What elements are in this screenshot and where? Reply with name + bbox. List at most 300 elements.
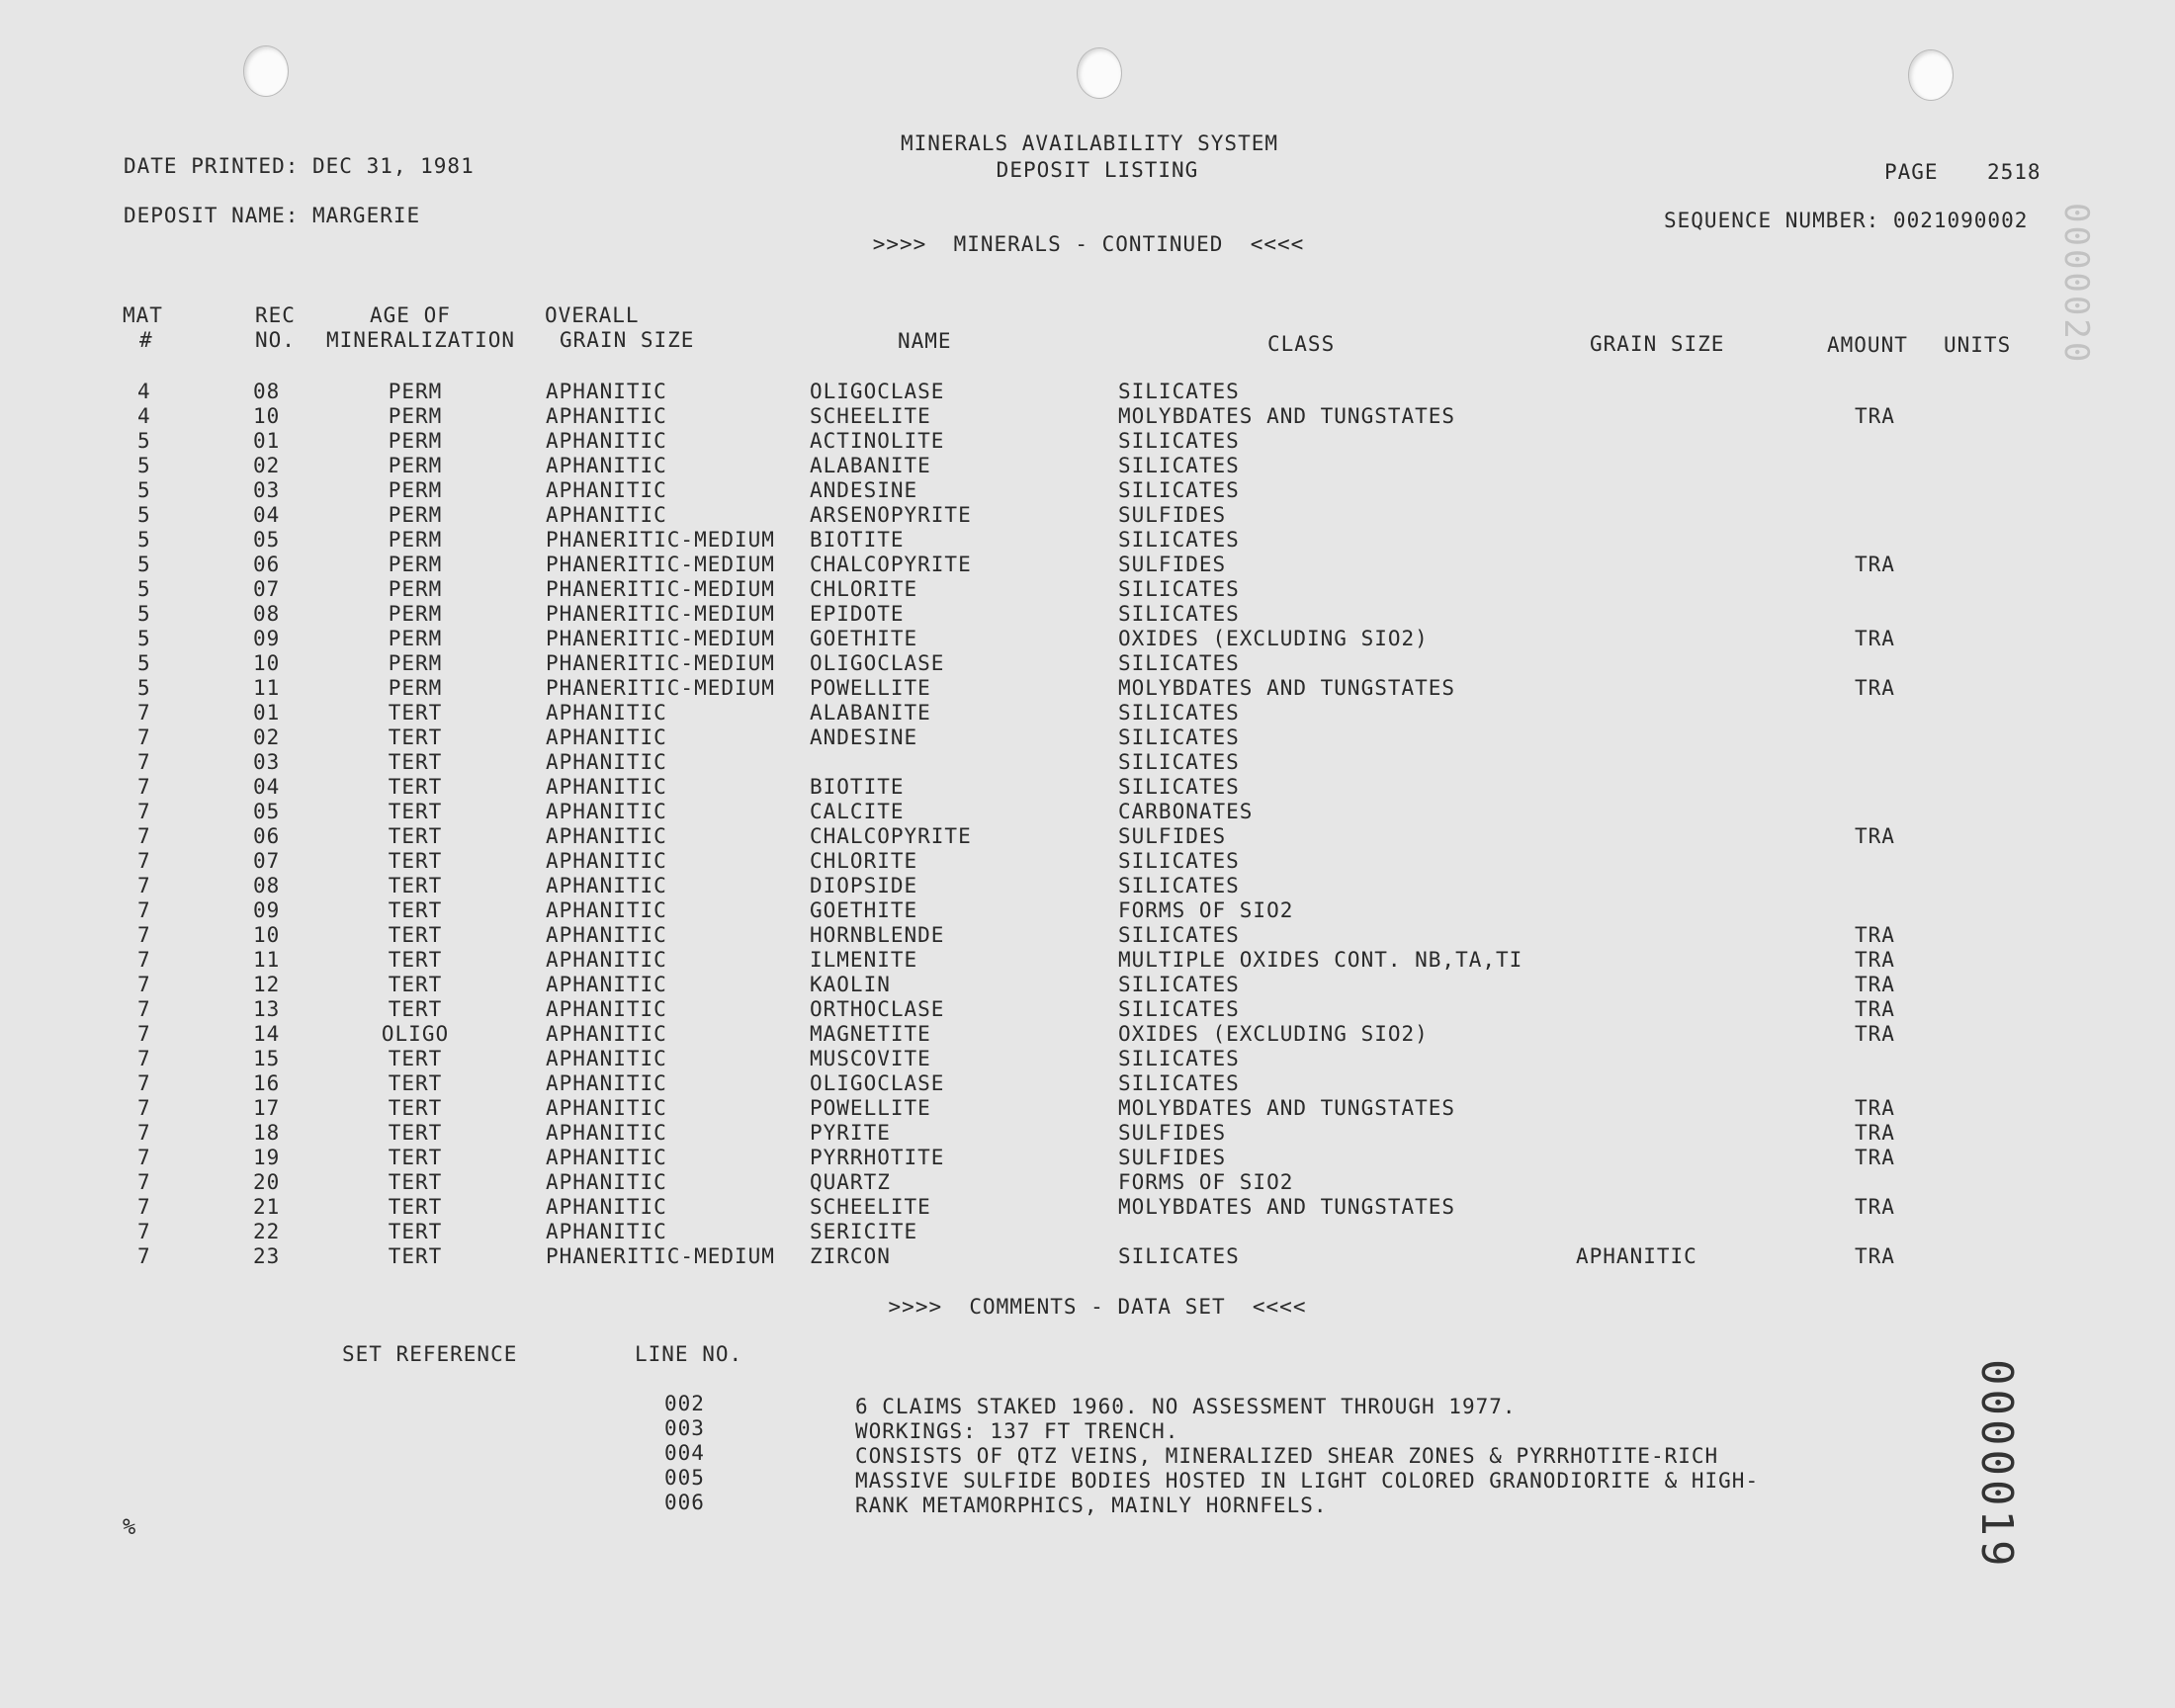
- col-age-line1: AGE OF: [370, 303, 451, 327]
- overall-grain-cell: PHANERITIC-MEDIUM: [546, 528, 775, 552]
- age-cell: TERT: [388, 948, 443, 972]
- overall-grain-cell: APHANITIC: [546, 849, 667, 873]
- rec-no-cell: 06: [253, 824, 281, 848]
- overall-grain-cell: APHANITIC: [546, 1071, 667, 1095]
- mat-cell: 4: [137, 404, 151, 428]
- punch-hole-left: [243, 45, 289, 97]
- class-cell: SILICATES: [1118, 602, 1240, 626]
- amount-cell: TRA: [1855, 824, 1895, 848]
- deposit-name: DEPOSIT NAME: MARGERIE: [124, 204, 421, 227]
- table-row: [0, 404, 2175, 429]
- overall-grain-cell: APHANITIC: [546, 1195, 667, 1219]
- class-cell: SILICATES: [1118, 997, 1240, 1021]
- mineral-name-cell: MUSCOVITE: [810, 1047, 931, 1070]
- mat-cell: 7: [137, 1146, 151, 1169]
- overall-grain-cell: APHANITIC: [546, 923, 667, 947]
- table-row: [0, 429, 2175, 454]
- amount-cell: TRA: [1855, 948, 1895, 972]
- table-row: [0, 997, 2175, 1022]
- mat-cell: 5: [137, 651, 151, 675]
- overall-grain-cell: APHANITIC: [546, 824, 667, 848]
- col-mineral-grain: GRAIN SIZE: [1590, 332, 1725, 356]
- mineral-name-cell: CALCITE: [810, 800, 905, 823]
- class-cell: MOLYBDATES AND TUNGSTATES: [1118, 1195, 1456, 1219]
- rec-no-cell: 23: [253, 1244, 281, 1268]
- rec-no-cell: 01: [253, 429, 281, 453]
- mat-cell: 7: [137, 775, 151, 799]
- table-row: [0, 874, 2175, 898]
- class-cell: MULTIPLE OXIDES CONT. NB,TA,TI: [1118, 948, 1523, 972]
- age-cell: PERM: [388, 404, 443, 428]
- class-cell: SILICATES: [1118, 454, 1240, 477]
- table-row: [0, 726, 2175, 750]
- table-row: [0, 824, 2175, 849]
- table-row: [0, 1220, 2175, 1244]
- mineral-name-cell: POWELLITE: [810, 676, 931, 700]
- table-row: [0, 577, 2175, 602]
- overall-grain-cell: APHANITIC: [546, 1121, 667, 1145]
- table-row: [0, 651, 2175, 676]
- class-cell: MOLYBDATES AND TUNGSTATES: [1118, 1096, 1456, 1120]
- mat-cell: 5: [137, 429, 151, 453]
- mineral-name-cell: OLIGOCLASE: [810, 1071, 945, 1095]
- percent-mark: %: [123, 1515, 137, 1540]
- mat-cell: 5: [137, 577, 151, 601]
- overall-grain-cell: APHANITIC: [546, 1047, 667, 1070]
- mineral-name-cell: ILMENITE: [810, 948, 918, 972]
- age-cell: TERT: [388, 923, 443, 947]
- page-number: 2518: [1987, 160, 2042, 184]
- rec-no-cell: 19: [253, 1146, 281, 1169]
- class-cell: SULFIDES: [1118, 1146, 1227, 1169]
- class-cell: FORMS OF SIO2: [1118, 898, 1294, 922]
- rec-no-cell: 04: [253, 775, 281, 799]
- overall-grain-cell: APHANITIC: [546, 503, 667, 527]
- col-age-line2: MINERALIZATION: [326, 328, 516, 352]
- mineral-name-cell: ANDESINE: [810, 478, 918, 502]
- mineral-name-cell: POWELLITE: [810, 1096, 931, 1120]
- overall-grain-cell: PHANERITIC-MEDIUM: [546, 627, 775, 650]
- line-no-label: LINE NO.: [635, 1342, 743, 1366]
- class-cell: SILICATES: [1118, 380, 1240, 403]
- table-row: [0, 380, 2175, 404]
- rec-no-cell: 02: [253, 454, 281, 477]
- mineral-name-cell: CHLORITE: [810, 849, 918, 873]
- rec-no-cell: 14: [253, 1022, 281, 1046]
- amount-cell: TRA: [1855, 1121, 1895, 1145]
- class-cell: SULFIDES: [1118, 503, 1227, 527]
- age-cell: PERM: [388, 577, 443, 601]
- mat-cell: 5: [137, 676, 151, 700]
- rec-no-cell: 21: [253, 1195, 281, 1219]
- set-reference-label: SET REFERENCE: [342, 1342, 518, 1366]
- overall-grain-cell: APHANITIC: [546, 478, 667, 502]
- amount-cell: TRA: [1855, 1244, 1895, 1268]
- table-row: [0, 454, 2175, 478]
- mineral-name-cell: MAGNETITE: [810, 1022, 931, 1046]
- table-row: [0, 973, 2175, 997]
- table-row: [0, 1195, 2175, 1220]
- rec-no-cell: 20: [253, 1170, 281, 1194]
- mat-cell: 5: [137, 528, 151, 552]
- col-name: NAME: [898, 329, 952, 353]
- overall-grain-cell: APHANITIC: [546, 1096, 667, 1120]
- minerals-section-title: >>>> MINERALS - CONTINUED <<<<: [872, 232, 1305, 256]
- age-cell: TERT: [388, 973, 443, 996]
- age-cell: TERT: [388, 1121, 443, 1145]
- rec-no-cell: 03: [253, 750, 281, 774]
- table-row: [0, 849, 2175, 874]
- table-row: [0, 676, 2175, 701]
- rec-no-cell: 09: [253, 898, 281, 922]
- mat-cell: 7: [137, 1170, 151, 1194]
- overall-grain-cell: APHANITIC: [546, 775, 667, 799]
- col-amount: AMOUNT: [1827, 333, 1908, 357]
- class-cell: MOLYBDATES AND TUNGSTATES: [1118, 404, 1456, 428]
- table-row: [0, 478, 2175, 503]
- table-row: [0, 602, 2175, 627]
- overall-grain-cell: APHANITIC: [546, 874, 667, 897]
- class-cell: SILICATES: [1118, 528, 1240, 552]
- comment-line-number: 005: [664, 1466, 705, 1490]
- age-cell: PERM: [388, 627, 443, 650]
- class-cell: FORMS OF SIO2: [1118, 1170, 1294, 1194]
- rec-no-cell: 06: [253, 553, 281, 576]
- overall-grain-cell: APHANITIC: [546, 1146, 667, 1169]
- class-cell: SILICATES: [1118, 923, 1240, 947]
- comment-text: 6 CLAIMS STAKED 1960. NO ASSESSMENT THROUGH 1977.: [855, 1395, 1517, 1418]
- table-row: [0, 1047, 2175, 1071]
- rec-no-cell: 07: [253, 577, 281, 601]
- mineral-name-cell: ALABANITE: [810, 701, 931, 725]
- age-cell: TERT: [388, 1244, 443, 1268]
- class-cell: SULFIDES: [1118, 824, 1227, 848]
- class-cell: SILICATES: [1118, 726, 1240, 749]
- mineral-name-cell: ANDESINE: [810, 726, 918, 749]
- mineral-name-cell: ARSENOPYRITE: [810, 503, 972, 527]
- overall-grain-cell: APHANITIC: [546, 454, 667, 477]
- table-row: [0, 503, 2175, 528]
- mineral-name-cell: HORNBLENDE: [810, 923, 945, 947]
- age-cell: TERT: [388, 1220, 443, 1243]
- age-cell: TERT: [388, 800, 443, 823]
- mineral-name-cell: PYRITE: [810, 1121, 891, 1145]
- rec-no-cell: 07: [253, 849, 281, 873]
- mat-cell: 7: [137, 1121, 151, 1145]
- amount-cell: TRA: [1855, 1195, 1895, 1219]
- age-cell: PERM: [388, 454, 443, 477]
- class-cell: SILICATES: [1118, 651, 1240, 675]
- class-cell: SILICATES: [1118, 1047, 1240, 1070]
- comment-line-number: 002: [664, 1392, 705, 1415]
- class-cell: SILICATES: [1118, 577, 1240, 601]
- rec-no-cell: 08: [253, 380, 281, 403]
- comment-text: WORKINGS: 137 FT TRENCH.: [855, 1419, 1179, 1443]
- overall-grain-cell: APHANITIC: [546, 1220, 667, 1243]
- class-cell: CARBONATES: [1118, 800, 1254, 823]
- age-cell: TERT: [388, 701, 443, 725]
- overall-grain-cell: APHANITIC: [546, 898, 667, 922]
- faint-stamp-number: 0000020: [2056, 203, 2096, 366]
- comment-text: MASSIVE SULFIDE BODIES HOSTED IN LIGHT COLORED GRANODIORITE & HIGH-: [855, 1469, 1760, 1493]
- mat-cell: 7: [137, 824, 151, 848]
- age-cell: TERT: [388, 898, 443, 922]
- age-cell: TERT: [388, 1071, 443, 1095]
- mineral-name-cell: BIOTITE: [810, 528, 905, 552]
- mineral-name-cell: SCHEELITE: [810, 404, 931, 428]
- age-cell: TERT: [388, 1195, 443, 1219]
- rec-no-cell: 22: [253, 1220, 281, 1243]
- amount-cell: TRA: [1855, 1096, 1895, 1120]
- age-cell: TERT: [388, 750, 443, 774]
- amount-cell: TRA: [1855, 973, 1895, 996]
- age-cell: TERT: [388, 849, 443, 873]
- age-cell: PERM: [388, 503, 443, 527]
- table-row: [0, 553, 2175, 577]
- overall-grain-cell: APHANITIC: [546, 948, 667, 972]
- listing-title: DEPOSIT LISTING: [996, 158, 1199, 182]
- rec-no-cell: 08: [253, 874, 281, 897]
- rec-no-cell: 18: [253, 1121, 281, 1145]
- col-rec-line1: REC: [255, 303, 296, 327]
- col-units: UNITS: [1944, 333, 2012, 357]
- table-row: [0, 1170, 2175, 1195]
- class-cell: SILICATES: [1118, 1071, 1240, 1095]
- overall-grain-cell: PHANERITIC-MEDIUM: [546, 602, 775, 626]
- age-cell: PERM: [388, 429, 443, 453]
- amount-cell: TRA: [1855, 923, 1895, 947]
- comment-text: RANK METAMORPHICS, MAINLY HORNFELS.: [855, 1494, 1328, 1517]
- rec-no-cell: 10: [253, 651, 281, 675]
- overall-grain-cell: APHANITIC: [546, 404, 667, 428]
- mineral-name-cell: KAOLIN: [810, 973, 891, 996]
- mineral-name-cell: QUARTZ: [810, 1170, 891, 1194]
- class-cell: SILICATES: [1118, 849, 1240, 873]
- amount-cell: TRA: [1855, 1022, 1895, 1046]
- comments-section-title: >>>> COMMENTS - DATA SET <<<<: [888, 1295, 1307, 1319]
- table-row: [0, 923, 2175, 948]
- mat-cell: 5: [137, 602, 151, 626]
- class-cell: SILICATES: [1118, 750, 1240, 774]
- overall-grain-cell: PHANERITIC-MEDIUM: [546, 676, 775, 700]
- mat-cell: 4: [137, 380, 151, 403]
- punch-hole-right: [1908, 49, 1954, 101]
- age-cell: TERT: [388, 824, 443, 848]
- overall-grain-cell: APHANITIC: [546, 380, 667, 403]
- table-row: [0, 701, 2175, 726]
- overall-grain-cell: APHANITIC: [546, 726, 667, 749]
- grain-size-cell: APHANITIC: [1576, 1244, 1697, 1268]
- rec-no-cell: 02: [253, 726, 281, 749]
- col-mat-line2: #: [139, 328, 153, 352]
- age-cell: TERT: [388, 997, 443, 1021]
- mineral-name-cell: PYRRHOTITE: [810, 1146, 945, 1169]
- rec-no-cell: 10: [253, 404, 281, 428]
- table-row: [0, 1071, 2175, 1096]
- amount-cell: TRA: [1855, 627, 1895, 650]
- rec-no-cell: 03: [253, 478, 281, 502]
- mat-cell: 5: [137, 503, 151, 527]
- class-cell: SILICATES: [1118, 1244, 1240, 1268]
- class-cell: SILICATES: [1118, 701, 1240, 725]
- system-title: MINERALS AVAILABILITY SYSTEM: [900, 131, 1279, 155]
- mat-cell: 7: [137, 973, 151, 996]
- mat-cell: 7: [137, 1195, 151, 1219]
- age-cell: TERT: [388, 1170, 443, 1194]
- rec-no-cell: 05: [253, 528, 281, 552]
- class-cell: SILICATES: [1118, 429, 1240, 453]
- class-cell: SILICATES: [1118, 478, 1240, 502]
- class-cell: SILICATES: [1118, 973, 1240, 996]
- table-row: [0, 948, 2175, 973]
- overall-grain-cell: APHANITIC: [546, 701, 667, 725]
- rec-no-cell: 08: [253, 602, 281, 626]
- age-cell: PERM: [388, 380, 443, 403]
- overall-grain-cell: APHANITIC: [546, 1022, 667, 1046]
- amount-cell: TRA: [1855, 553, 1895, 576]
- class-cell: SILICATES: [1118, 874, 1240, 897]
- comment-line-number: 006: [664, 1491, 705, 1514]
- class-cell: SULFIDES: [1118, 1121, 1227, 1145]
- table-row: [0, 775, 2175, 800]
- amount-cell: TRA: [1855, 1146, 1895, 1169]
- mat-cell: 7: [137, 750, 151, 774]
- mat-cell: 7: [137, 849, 151, 873]
- rec-no-cell: 11: [253, 948, 281, 972]
- mineral-name-cell: ORTHOCLASE: [810, 997, 945, 1021]
- mat-cell: 5: [137, 627, 151, 650]
- table-row: [0, 627, 2175, 651]
- age-cell: TERT: [388, 1096, 443, 1120]
- rec-no-cell: 13: [253, 997, 281, 1021]
- table-row: [0, 1244, 2175, 1269]
- col-class: CLASS: [1267, 332, 1336, 356]
- mat-cell: 5: [137, 553, 151, 576]
- mat-cell: 5: [137, 478, 151, 502]
- overall-grain-cell: APHANITIC: [546, 800, 667, 823]
- mat-cell: 7: [137, 923, 151, 947]
- mat-cell: 7: [137, 1071, 151, 1095]
- age-cell: PERM: [388, 651, 443, 675]
- punch-hole-center: [1077, 47, 1122, 99]
- mineral-name-cell: CHALCOPYRITE: [810, 553, 972, 576]
- rec-no-cell: 12: [253, 973, 281, 996]
- table-row: [0, 1146, 2175, 1170]
- age-cell: TERT: [388, 1047, 443, 1070]
- mat-cell: 7: [137, 1022, 151, 1046]
- rec-no-cell: 16: [253, 1071, 281, 1095]
- comment-line-number: 003: [664, 1416, 705, 1440]
- mineral-name-cell: SERICITE: [810, 1220, 918, 1243]
- mineral-name-cell: OLIGOCLASE: [810, 651, 945, 675]
- table-row: [0, 750, 2175, 775]
- class-cell: SILICATES: [1118, 775, 1240, 799]
- mineral-name-cell: DIOPSIDE: [810, 874, 918, 897]
- col-grain-line1: OVERALL: [545, 303, 640, 327]
- mineral-name-cell: SCHEELITE: [810, 1195, 931, 1219]
- comment-text: CONSISTS OF QTZ VEINS, MINERALIZED SHEAR ZONES & PYRRHOTITE-RICH: [855, 1444, 1719, 1468]
- mat-cell: 7: [137, 1096, 151, 1120]
- mineral-name-cell: ZIRCON: [810, 1244, 891, 1268]
- amount-cell: TRA: [1855, 404, 1895, 428]
- amount-cell: TRA: [1855, 997, 1895, 1021]
- mineral-name-cell: ALABANITE: [810, 454, 931, 477]
- age-cell: PERM: [388, 602, 443, 626]
- mat-cell: 7: [137, 1220, 151, 1243]
- overall-grain-cell: APHANITIC: [546, 750, 667, 774]
- age-cell: PERM: [388, 676, 443, 700]
- rec-no-cell: 10: [253, 923, 281, 947]
- mineral-name-cell: OLIGOCLASE: [810, 380, 945, 403]
- overall-grain-cell: PHANERITIC-MEDIUM: [546, 651, 775, 675]
- mat-cell: 7: [137, 726, 151, 749]
- class-cell: OXIDES (EXCLUDING SIO2): [1118, 1022, 1429, 1046]
- overall-grain-cell: PHANERITIC-MEDIUM: [546, 577, 775, 601]
- rec-no-cell: 17: [253, 1096, 281, 1120]
- rec-no-cell: 01: [253, 701, 281, 725]
- mat-cell: 7: [137, 997, 151, 1021]
- overall-grain-cell: APHANITIC: [546, 429, 667, 453]
- sequence-number: SEQUENCE NUMBER: 0021090002: [1664, 209, 2029, 232]
- mat-cell: 7: [137, 1047, 151, 1070]
- rec-no-cell: 04: [253, 503, 281, 527]
- table-row: [0, 528, 2175, 553]
- rec-no-cell: 09: [253, 627, 281, 650]
- overall-grain-cell: APHANITIC: [546, 973, 667, 996]
- overall-grain-cell: PHANERITIC-MEDIUM: [546, 553, 775, 576]
- date-printed: DATE PRINTED: DEC 31, 1981: [124, 154, 475, 178]
- class-cell: SULFIDES: [1118, 553, 1227, 576]
- mineral-name-cell: EPIDOTE: [810, 602, 905, 626]
- mat-cell: 5: [137, 454, 151, 477]
- table-row: [0, 1121, 2175, 1146]
- age-cell: TERT: [388, 775, 443, 799]
- col-rec-line2: NO.: [255, 328, 296, 352]
- age-cell: TERT: [388, 1146, 443, 1169]
- col-grain-line2: GRAIN SIZE: [560, 328, 695, 352]
- mineral-name-cell: CHALCOPYRITE: [810, 824, 972, 848]
- mat-cell: 7: [137, 948, 151, 972]
- age-cell: PERM: [388, 478, 443, 502]
- table-row: [0, 898, 2175, 923]
- mineral-name-cell: CHLORITE: [810, 577, 918, 601]
- rec-no-cell: 15: [253, 1047, 281, 1070]
- mat-cell: 7: [137, 800, 151, 823]
- stamp-number: 0000019: [1971, 1359, 2022, 1571]
- class-cell: MOLYBDATES AND TUNGSTATES: [1118, 676, 1456, 700]
- age-cell: TERT: [388, 874, 443, 897]
- page-label: PAGE: [1884, 160, 1939, 184]
- rec-no-cell: 11: [253, 676, 281, 700]
- mat-cell: 7: [137, 1244, 151, 1268]
- class-cell: OXIDES (EXCLUDING SIO2): [1118, 627, 1429, 650]
- age-cell: OLIGO: [381, 1022, 450, 1046]
- mineral-name-cell: BIOTITE: [810, 775, 905, 799]
- amount-cell: TRA: [1855, 676, 1895, 700]
- col-mat-line1: MAT: [123, 303, 163, 327]
- comment-line-number: 004: [664, 1441, 705, 1465]
- mineral-name-cell: ACTINOLITE: [810, 429, 945, 453]
- mineral-name-cell: GOETHITE: [810, 627, 918, 650]
- overall-grain-cell: APHANITIC: [546, 1170, 667, 1194]
- age-cell: TERT: [388, 726, 443, 749]
- table-row: [0, 1022, 2175, 1047]
- overall-grain-cell: PHANERITIC-MEDIUM: [546, 1244, 775, 1268]
- mat-cell: 7: [137, 898, 151, 922]
- table-row: [0, 1096, 2175, 1121]
- rec-no-cell: 05: [253, 800, 281, 823]
- age-cell: PERM: [388, 528, 443, 552]
